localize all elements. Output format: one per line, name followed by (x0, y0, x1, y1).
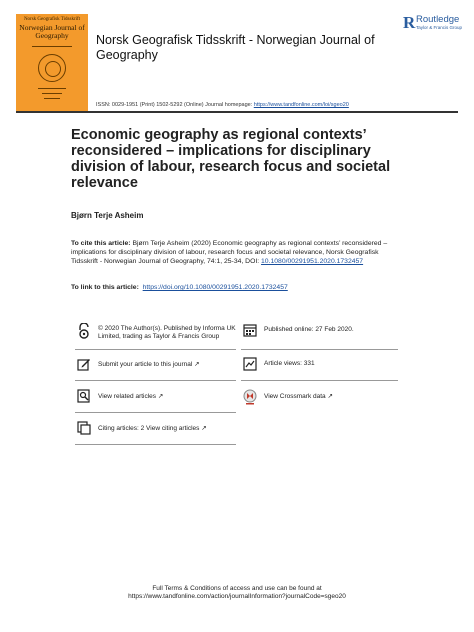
external-link-icon: ↗ (327, 393, 333, 400)
license-text: © 2020 The Author(s). Published by Informa UK Limited, trading as Taylor & Francis Group (98, 325, 236, 340)
citation-block (71, 239, 406, 266)
cite-text: Bjørn Terje Asheim (2020) Economic geography as regional contexts’ reconsidered – implications for disciplinary division of labour, research focus and societal relevance, Norsk Geografisk Tidsskrift - Norwegian Journal of Geography, 74:1, 25-34, DOI: (71, 240, 388, 265)
publisher-subtitle: Taylor & Francis Group (416, 25, 463, 30)
submit-pencil-icon (77, 357, 91, 371)
link-to-article (71, 284, 288, 291)
cite-doi-link[interactable]: 10.1080/00291951.2020.1732457 (261, 258, 364, 265)
article-title: Economic geography as regional contexts’ reconsidered – implications for disciplinary division of labour, research focus and societal relevance (71, 127, 391, 191)
journal-homepage-link[interactable]: https://www.tandfonline.com/loi/sgeo20 (253, 102, 349, 108)
footer-line-1: Full Terms & Conditions of access and use can be found at (152, 585, 322, 592)
views-chart-icon (243, 357, 257, 371)
cover-title: Norwegian Journal of Geography (19, 23, 85, 40)
external-link-icon: ↗ (194, 361, 200, 368)
journal-cover-thumbnail (16, 14, 88, 111)
related-text: View related articles (98, 393, 157, 400)
footer-terms-link[interactable]: https://www.tandfonline.com/action/journalInformation?journalCode=sgeo20 (128, 593, 346, 600)
routledge-r-icon: R (403, 13, 416, 32)
header-divider (16, 111, 458, 113)
link-label: To link to this article: (71, 284, 139, 291)
related-search-icon (77, 389, 91, 403)
citing-text: Citing articles: 2 View citing articles (98, 425, 200, 432)
publisher-name: Routledge (416, 14, 460, 25)
issn-line: ISSN: 0029-1951 (Print) 1502-5292 (Online) Journal homepage: https://www.tandfonline.com/loi/sgeo20 (96, 102, 349, 108)
journal-title: Norsk Geografisk Tidsskrift - Norwegian Journal of Geography (96, 33, 375, 62)
citing-articles-icon (77, 421, 91, 435)
cite-label: To cite this article: (71, 240, 131, 247)
open-access-icon (77, 323, 91, 339)
crossmark-icon (243, 389, 257, 405)
published-date: Published online: 27 Feb 2020. (264, 326, 354, 333)
cover-top-line: Norsk Geografisk Tidsskrift (23, 17, 81, 22)
crossmark-text: View Crossmark data (264, 393, 326, 400)
author-name: Bjørn Terje Asheim (71, 211, 144, 220)
submit-text: Submit your article to this journal (98, 361, 193, 368)
calendar-icon (243, 323, 257, 337)
article-doi-link[interactable]: https://doi.org/10.1080/00291951.2020.1732457 (142, 284, 288, 291)
views-text: Article views: 331 (264, 360, 315, 367)
footer-terms (0, 585, 474, 601)
external-link-icon: ↗ (201, 425, 207, 432)
external-link-icon: ↗ (157, 393, 164, 400)
cover-seal-icon (38, 54, 66, 82)
